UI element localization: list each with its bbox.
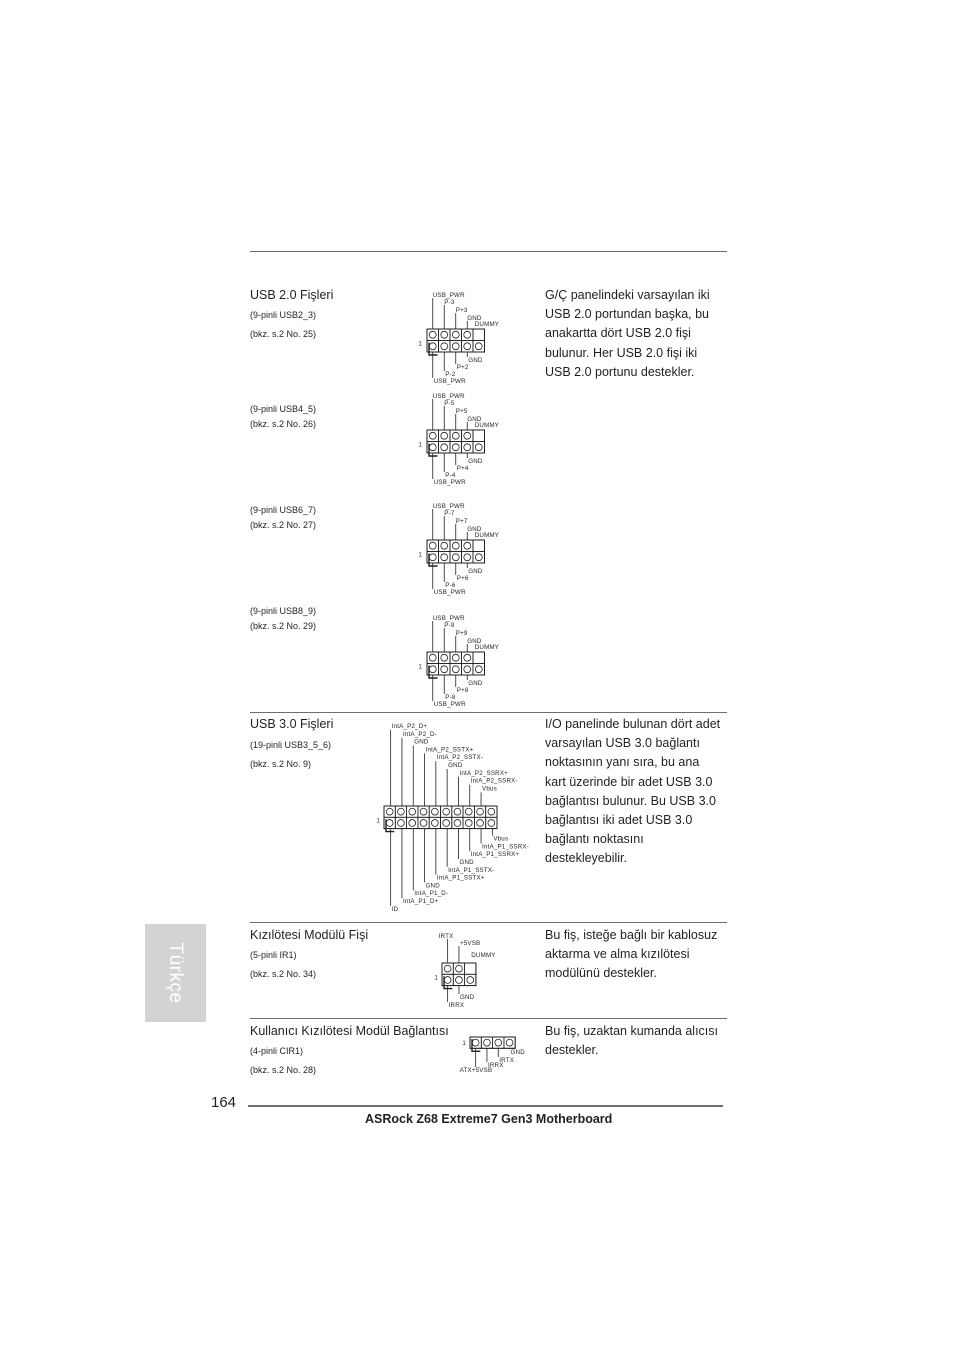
ir-ref: (bkz. s.2 No. 34) — [250, 969, 317, 979]
usb2-header-pin — [441, 331, 448, 338]
usb2-desc-line: bulunur. Her USB 2.0 fişi iki — [545, 345, 698, 360]
usb2-header-pin — [464, 542, 471, 549]
usb2-header-pin — [441, 666, 448, 673]
usb3-header-pin — [488, 808, 495, 815]
usb3-desc-line: bağlantısı bulunur. Bu USB 3.0 — [545, 793, 716, 808]
usb2-header-pin — [441, 554, 448, 561]
cir-title: Kullanıcı Kızılötesi Modül Bağlantısı — [250, 1024, 449, 1038]
usb2-header-pin — [452, 331, 459, 338]
usb3-pins: (19-pinli USB3_5_6) — [250, 740, 332, 750]
pin-label: GND — [425, 882, 440, 890]
usb3-header-pin — [431, 820, 438, 827]
usb2-header-pin — [464, 432, 471, 439]
usb2-header-pin — [452, 666, 459, 673]
usb3-header-cell — [452, 806, 463, 817]
usb2-header-pin — [475, 343, 482, 350]
pin-label: P-3 — [444, 299, 455, 306]
pin-label: GND — [467, 526, 482, 533]
usb2-header-cell — [473, 552, 485, 564]
section-rule-ir — [250, 922, 727, 923]
section-rule-cir — [250, 1018, 727, 1019]
usb3-header-cell — [463, 806, 474, 817]
pin-label: IntA_P1_SSTX- — [448, 866, 495, 874]
usb3-title: USB 3.0 Fişleri — [250, 717, 334, 731]
usb2-header-pin — [464, 343, 471, 350]
pin1-label: 1 — [418, 663, 422, 671]
usb2-header-cell — [450, 329, 462, 341]
pin-label: GND — [510, 1049, 525, 1056]
usb3-header-cell — [395, 817, 406, 828]
usb3-header-cell — [486, 806, 497, 817]
usb2-header-cell — [427, 652, 439, 664]
usb2-header-cell — [427, 329, 439, 341]
usb6-7-pins: (9-pinli USB6_7) — [250, 505, 317, 515]
usb2-header-cell — [427, 430, 439, 442]
pin-label: IRRX — [448, 1002, 465, 1009]
usb3-header-pin — [386, 808, 393, 815]
usb4-5-header-diagram — [420, 391, 520, 491]
usb2-header-pin — [452, 444, 459, 451]
pin-label: GND — [468, 680, 483, 687]
usb2-header-cell — [439, 442, 451, 454]
pin1-label: 1 — [418, 340, 422, 348]
pin-label: P+8 — [456, 687, 469, 694]
usb2-header-pin — [464, 666, 471, 673]
usb3-header-pin — [488, 820, 495, 827]
usb2-header-cell — [462, 552, 474, 564]
pin-label: GND — [414, 738, 429, 746]
usb3-header-cell — [441, 806, 452, 817]
pin-label: IntA_P1_SSRX+ — [470, 851, 520, 859]
usb3-header-pin — [409, 808, 416, 815]
pin-label: ID — [391, 905, 399, 913]
usb2-header-cell — [473, 329, 485, 341]
usb2-header-pin — [441, 343, 448, 350]
usb2-header-pin — [452, 432, 459, 439]
usb2-header-pin — [429, 444, 436, 451]
pin-label: IRTX — [438, 933, 454, 940]
ir-header-pin — [467, 977, 474, 984]
usb3-header-cell — [463, 817, 474, 828]
top-rule — [250, 251, 727, 252]
pin-label: GND — [459, 994, 475, 1001]
ir-desc-line: aktarma ve alma kızılötesi — [545, 947, 690, 962]
usb2-header-cell — [462, 329, 474, 341]
usb3-desc-line: bağlantısı iki adet USB 3.0 — [545, 813, 693, 828]
usb8-9-header-diagram — [420, 613, 520, 713]
pin-label: +5VSB — [459, 940, 481, 947]
usb2-header-cell — [427, 540, 439, 552]
ir-pins: (5-pinli IR1) — [250, 950, 297, 960]
pin1-label: 1 — [418, 551, 422, 559]
pin-label: GND — [448, 762, 463, 769]
usb2-header-cell — [462, 430, 474, 442]
usb8-9-pins: (9-pinli USB8_9) — [250, 606, 317, 616]
usb3-header-cell — [441, 817, 452, 828]
pin-label: USB_PWR — [433, 479, 466, 486]
ir-title: Kızılötesi Modülü Fişi — [250, 928, 369, 942]
cir-header-pin — [495, 1039, 502, 1046]
usb2-header-cell — [450, 442, 462, 454]
usb3-header-pin — [398, 808, 405, 815]
usb2-header-pin — [429, 432, 436, 439]
pin-label: IntA_P2_SSTX- — [436, 754, 484, 762]
usb3-header-pin — [465, 820, 472, 827]
usb2-header-pin — [452, 654, 459, 661]
usb2-header-cell — [450, 341, 462, 353]
usb2-header-cell — [450, 652, 462, 664]
pin-label: DUMMY — [471, 952, 496, 959]
footer-rule — [248, 1105, 723, 1107]
usb3-desc-line: noktasının yanı sıra, bu ana — [545, 755, 700, 770]
usb3-header-cell — [407, 817, 418, 828]
ir-header-pin — [456, 965, 463, 972]
usb2-header-cell — [462, 341, 474, 353]
cir-header-cell — [504, 1037, 515, 1048]
pin-label: P-4 — [445, 472, 456, 479]
pin-label: P+5 — [455, 408, 468, 415]
usb3-header-cell — [452, 817, 463, 828]
usb2-header-cell — [473, 664, 485, 676]
pin-label: GND — [467, 315, 482, 322]
ir-description — [545, 926, 717, 984]
pin-label: P-2 — [445, 371, 456, 378]
usb2-header-cell — [439, 652, 451, 664]
usb3-header-cell — [429, 806, 440, 817]
usb2-header-cell — [462, 664, 474, 676]
pin-label: GND — [459, 859, 474, 866]
pin1-label: 1 — [434, 974, 438, 982]
pin-label: P-5 — [444, 400, 455, 407]
pin-label: ATX+5VSB — [459, 1067, 493, 1074]
ir-header-cell — [453, 974, 464, 985]
usb3-desc-line: kart üzerinde bir adet USB 3.0 — [545, 774, 713, 789]
usb2-header-cell — [473, 442, 485, 454]
usb3-header-cell — [429, 817, 440, 828]
pin-label: P-7 — [444, 510, 455, 517]
pin-label: P+7 — [455, 518, 468, 525]
pin-label: IntA_P2_D- — [402, 730, 437, 738]
usb3-header-cell — [418, 806, 429, 817]
usb2-header-pin — [441, 542, 448, 549]
ir-header-cell — [465, 974, 476, 985]
usb2-header-pin — [429, 654, 436, 661]
usb2-header-cell — [450, 552, 462, 564]
pin-label: GND — [468, 568, 483, 575]
usb2-description — [545, 286, 710, 382]
ir-header-cell — [465, 963, 476, 974]
usb2-header-pin — [464, 331, 471, 338]
cir-ref: (bkz. s.2 No. 28) — [250, 1065, 317, 1075]
pin-label: USB_PWR — [432, 393, 465, 400]
pin-label: P-9 — [444, 622, 455, 629]
page-number: 164 — [211, 1094, 237, 1111]
pin-label: USB_PWR — [432, 503, 465, 510]
cir-description — [545, 1022, 718, 1060]
pin-label: IntA_P1_D+ — [402, 898, 439, 905]
usb2-header-pin — [441, 444, 448, 451]
usb2-header-pin — [464, 444, 471, 451]
usb2-3-header-diagram — [420, 290, 520, 390]
pin-label: P-6 — [445, 582, 456, 589]
pin-label: P+2 — [456, 364, 469, 371]
usb3-header-cell — [486, 817, 497, 828]
pin-label: USB_PWR — [432, 615, 465, 622]
pin-label: DUMMY — [474, 644, 500, 651]
usb2-header-pin — [475, 666, 482, 673]
usb2-header-pin — [429, 343, 436, 350]
usb2-header-cell — [450, 430, 462, 442]
usb3-header-pin — [420, 820, 427, 827]
usb3-header-pin — [454, 808, 461, 815]
usb2-header-cell — [439, 430, 451, 442]
pin-label: USB_PWR — [433, 701, 466, 708]
usb3-header-pin — [443, 808, 450, 815]
usb2-header-pin — [464, 554, 471, 561]
pin-label: IntA_P2_SSTX+ — [425, 746, 474, 754]
pin-label: IRRX — [487, 1062, 504, 1069]
usb2-header-cell — [462, 540, 474, 552]
usb2-header-cell — [450, 540, 462, 552]
pin-label: Vbus — [482, 785, 497, 793]
usb2-header-cell — [439, 329, 451, 341]
usb3-ref: (bkz. s.2 No. 9) — [250, 759, 312, 769]
usb2-header-pin — [452, 542, 459, 549]
usb2-3-ref: (bkz. s.2 No. 25) — [250, 329, 317, 339]
usb3-header-cell — [407, 806, 418, 817]
pin-label: GND — [467, 416, 482, 423]
pin1-label: 1 — [462, 1040, 466, 1047]
ir-header-diagram — [436, 930, 506, 1010]
usb2-header-pin — [429, 666, 436, 673]
usb3-header-pin — [420, 808, 427, 815]
pin-label: IntA_P2_D+ — [391, 723, 428, 730]
language-tab — [145, 924, 206, 1022]
usb2-header-cell — [462, 652, 474, 664]
usb2-desc-line: anakartta dört USB 2.0 fişi — [545, 326, 691, 341]
ir-header-pin — [456, 977, 463, 984]
usb4-5-pins: (9-pinli USB4_5) — [250, 404, 317, 414]
ir-desc-line: Bu fiş, isteğe bağlı bir kablosuz — [545, 928, 718, 942]
cir-header-pin — [506, 1039, 513, 1046]
usb3-header-pin — [477, 808, 484, 815]
usb2-title: USB 2.0 Fişleri — [250, 288, 334, 302]
usb2-header-pin — [441, 654, 448, 661]
usb2-3-pins: (9-pinli USB2_3) — [250, 310, 317, 320]
usb6-7-header-diagram — [420, 501, 520, 601]
cir-header-cell — [481, 1037, 492, 1048]
usb3-header-pin — [477, 820, 484, 827]
pin-label: Vbus — [493, 835, 509, 843]
ir-header-pin — [444, 977, 451, 984]
cir-header-diagram — [459, 1034, 532, 1079]
pin-label: USB_PWR — [432, 292, 465, 299]
cir-header-cell — [493, 1037, 504, 1048]
pin-label: GND — [468, 357, 483, 364]
usb2-header-cell — [439, 341, 451, 353]
usb2-header-cell — [473, 540, 485, 552]
usb2-header-cell — [439, 540, 451, 552]
usb2-header-pin — [452, 554, 459, 561]
usb2-header-pin — [429, 554, 436, 561]
pin-label: IntA_P1_D- — [414, 890, 449, 898]
usb2-header-cell — [439, 552, 451, 564]
usb8-9-ref: (bkz. s.2 No. 29) — [250, 621, 317, 631]
pin-label: P+6 — [456, 575, 469, 582]
pin-label: P+4 — [456, 465, 469, 472]
usb3-header-diagram — [376, 720, 530, 920]
usb3-desc-line: I/O panelinde bulunan dört adet — [545, 717, 721, 731]
pin-label: P+9 — [455, 630, 468, 637]
usb3-header-cell — [418, 817, 429, 828]
usb6-7-ref: (bkz. s.2 No. 27) — [250, 520, 317, 530]
usb3-header-pin — [409, 820, 416, 827]
usb3-header-pin — [454, 820, 461, 827]
usb3-header-pin — [465, 808, 472, 815]
usb4-5-ref: (bkz. s.2 No. 26) — [250, 419, 317, 429]
pin-label: IRTX — [499, 1057, 515, 1064]
usb2-desc-line: G/Ç panelindeki varsayılan iki — [545, 288, 710, 302]
usb2-desc-line: USB 2.0 portunu destekler. — [545, 364, 695, 379]
usb2-desc-line: USB 2.0 portundan başka, bu — [545, 307, 710, 322]
usb3-header-cell — [474, 817, 485, 828]
pin-label: P-8 — [445, 694, 456, 701]
usb2-header-pin — [441, 432, 448, 439]
pin-label: IntA_P2_SSRX- — [470, 777, 518, 785]
usb3-description — [545, 715, 720, 869]
ir-header-cell — [453, 963, 464, 974]
usb2-header-pin — [429, 542, 436, 549]
pin-label: IntA_P1_SSRX- — [482, 843, 530, 851]
usb2-header-cell — [450, 664, 462, 676]
cir-desc-line: Bu fiş, uzaktan kumanda alıcısı — [545, 1024, 719, 1038]
ir-header-cell — [442, 963, 453, 974]
pin-label: USB_PWR — [433, 378, 466, 385]
usb2-header-cell — [473, 430, 485, 442]
usb3-desc-line: destekleyebilir. — [545, 851, 627, 866]
usb2-header-pin — [475, 444, 482, 451]
usb3-header-cell — [474, 806, 485, 817]
pin-label: GND — [467, 638, 482, 645]
usb3-header-pin — [398, 820, 405, 827]
pin-label: IntA_P2_SSRX+ — [459, 769, 508, 777]
ir-header-pin — [444, 965, 451, 972]
pin-label: IntA_P1_SSTX+ — [436, 874, 485, 882]
usb3-desc-line: varsayılan USB 3.0 bağlantı — [545, 736, 700, 751]
usb2-header-cell — [439, 664, 451, 676]
pin-label: DUMMY — [474, 422, 500, 429]
usb3-header-pin — [443, 820, 450, 827]
cir-desc-line: destekler. — [545, 1043, 599, 1058]
usb3-header-cell — [395, 806, 406, 817]
pin1-label: 1 — [418, 441, 422, 449]
usb2-header-pin — [429, 331, 436, 338]
footer-title: ASRock Z68 Extreme7 Gen3 Motherboard — [365, 1112, 613, 1126]
usb2-header-pin — [452, 343, 459, 350]
cir-header-pin — [484, 1039, 491, 1046]
cir-pins: (4-pinli CIR1) — [250, 1046, 304, 1056]
usb2-header-pin — [475, 554, 482, 561]
pin1-label: 1 — [376, 817, 380, 825]
usb3-header-pin — [431, 808, 438, 815]
pin-label: DUMMY — [474, 321, 500, 328]
usb3-desc-line: bağlantı noktasını — [545, 832, 644, 847]
language-tab-label: Türkçe — [165, 942, 186, 1004]
section-rule-usb3 — [250, 712, 727, 713]
pin-label: P+3 — [455, 307, 468, 314]
pin-label: USB_PWR — [433, 589, 466, 596]
usb2-header-pin — [464, 654, 471, 661]
pin-label: DUMMY — [474, 532, 500, 539]
usb3-header-cell — [384, 806, 395, 817]
usb2-header-cell — [473, 652, 485, 664]
usb3-header-pin — [386, 820, 393, 827]
usb2-header-cell — [462, 442, 474, 454]
cir-header-pin — [472, 1039, 479, 1046]
ir-desc-line: modülünü destekler. — [545, 966, 657, 981]
pin-label: GND — [468, 458, 483, 465]
usb2-header-cell — [473, 341, 485, 353]
